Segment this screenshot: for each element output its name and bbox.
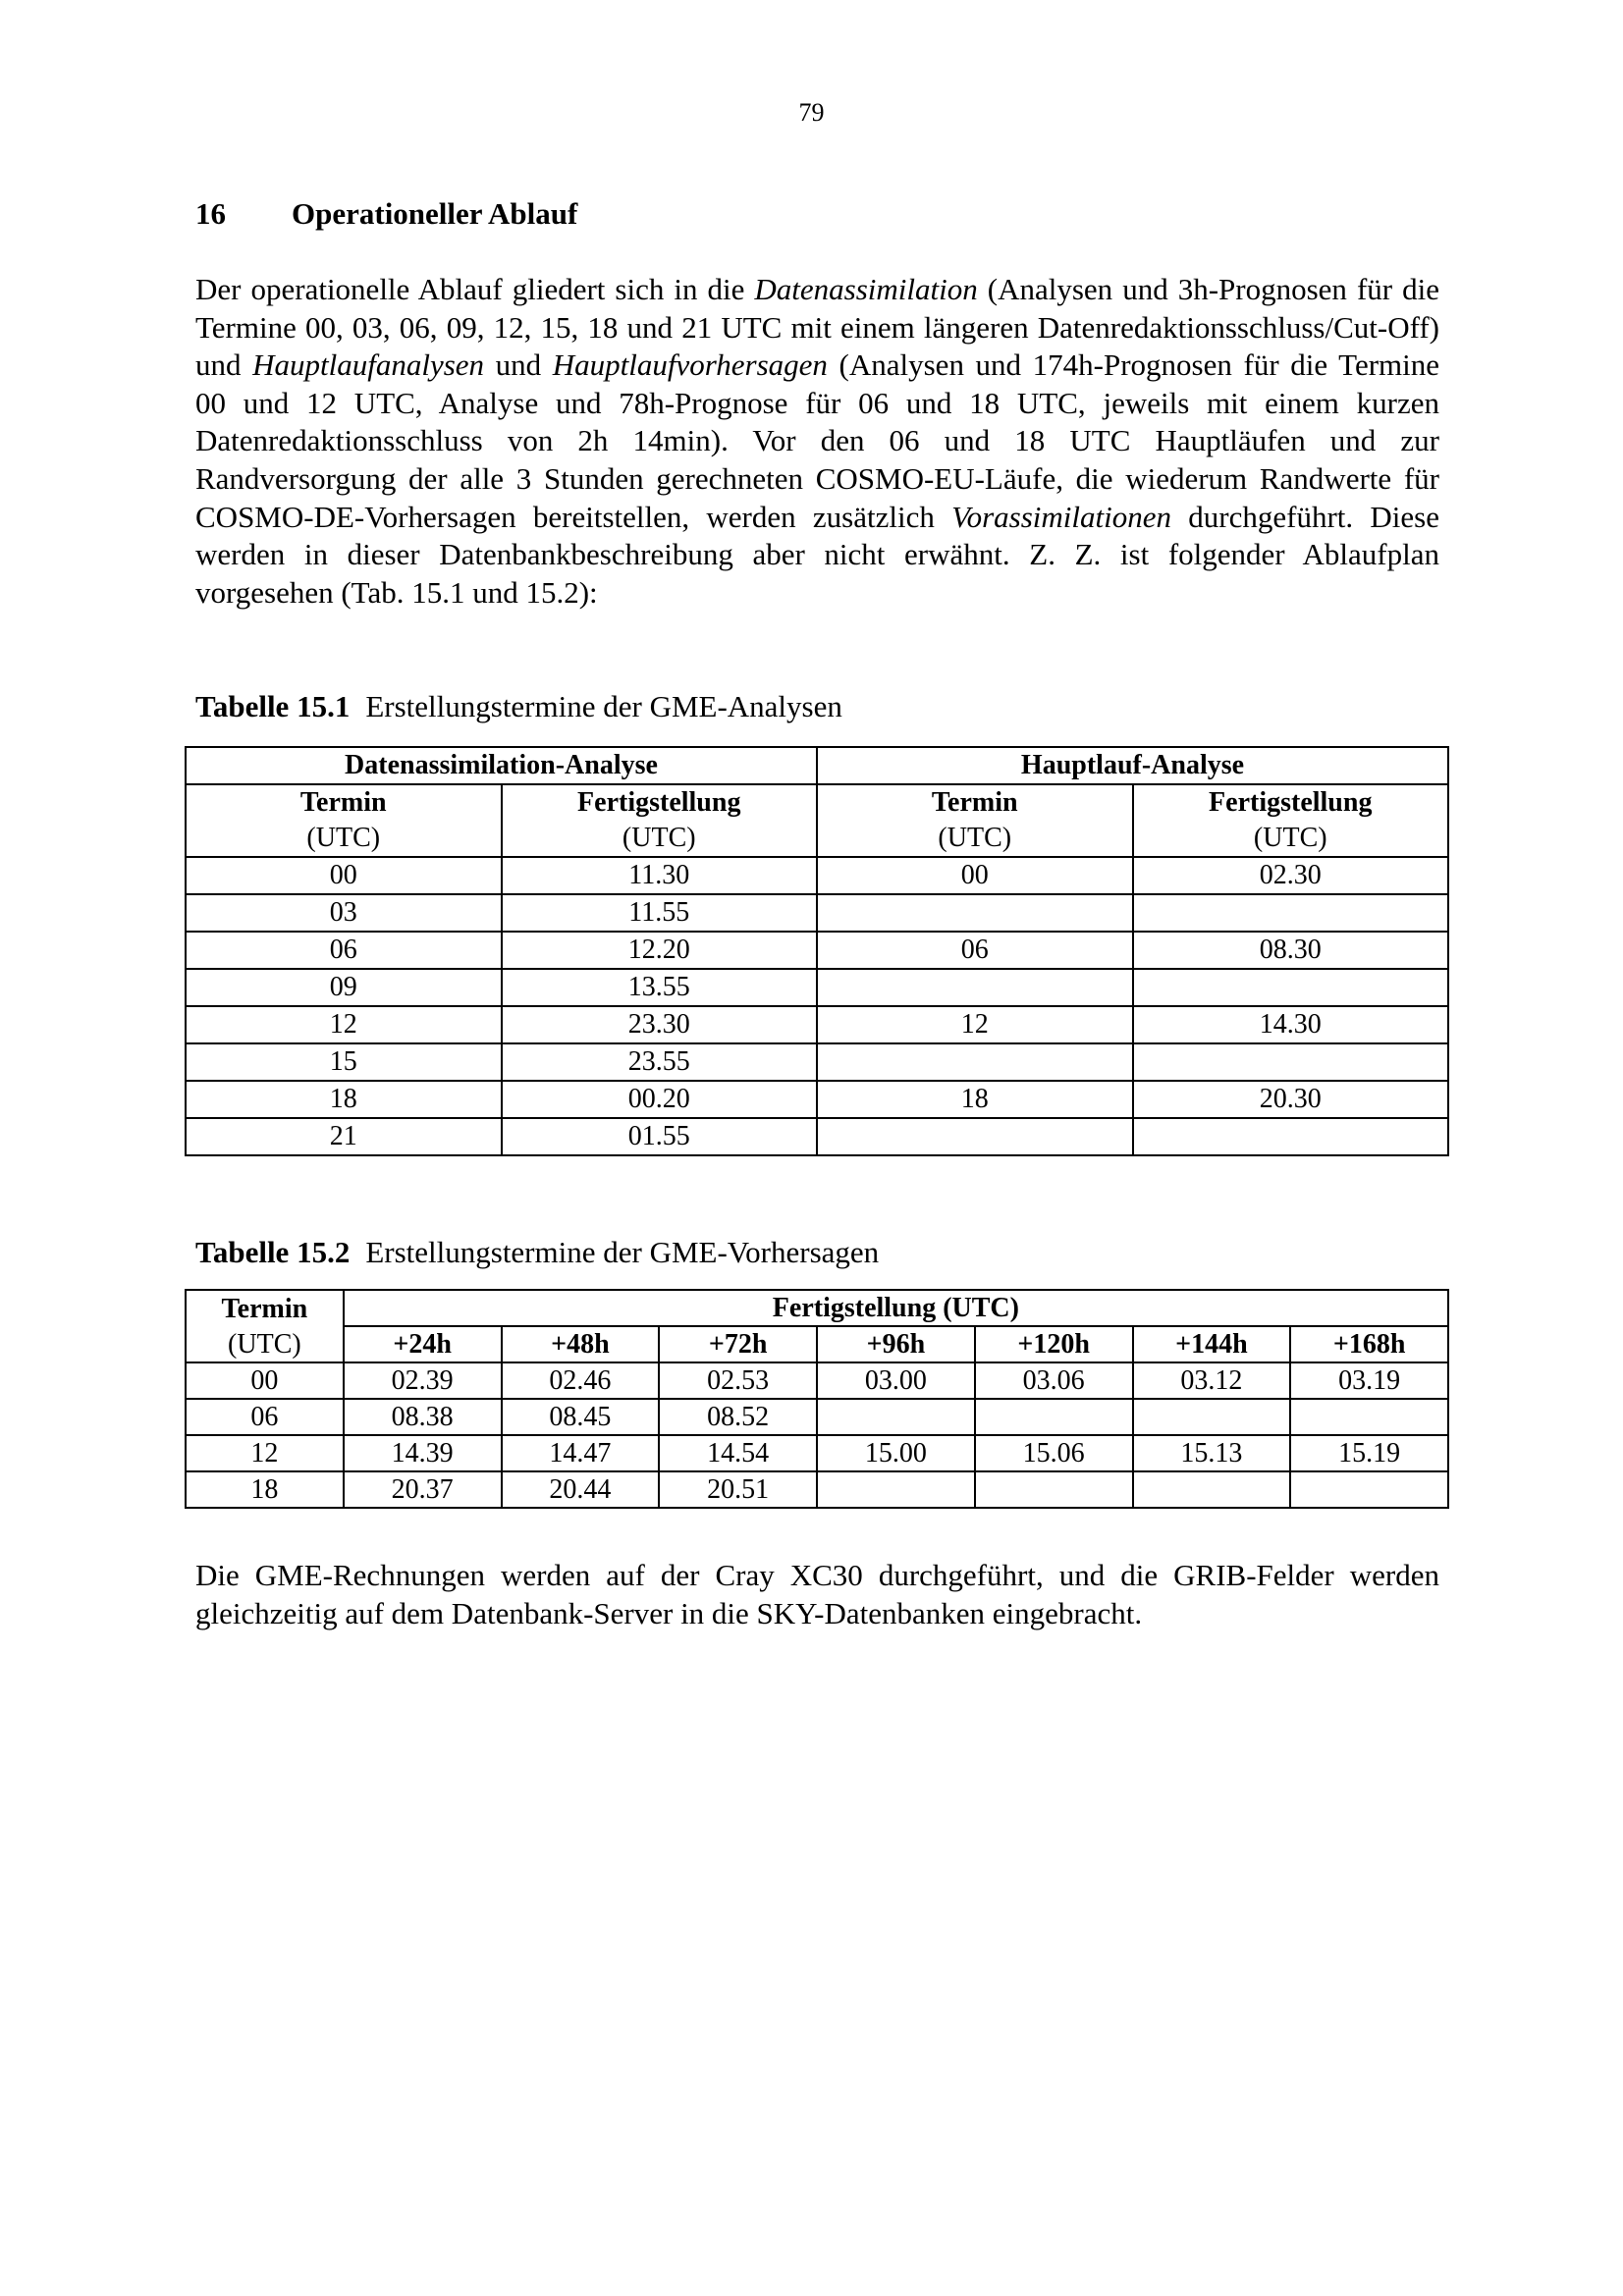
table-cell: 02.39 <box>344 1362 502 1399</box>
table-row <box>186 1081 1448 1118</box>
table-row <box>186 932 1448 969</box>
table-cell <box>817 894 1133 932</box>
intro-text-4: (Analysen und 174h-Prognosen für die Termine 00 und 12 UTC, Analyse und 78h-Prognose für 06 und 18 UTC, jeweils mit einem kurzen Datenredaktionsschluss von 2h 14min). Vor den 06 und 18 UTC Hauptläufen und zur Randversorgung der alle 3 Stunden gerechneten COSMO-EU-Läufe, die wiederum Randwerte für COSMO-DE-Vorhersagen bereitstellen, werden zusätzlich <box>195 347 1440 534</box>
table-cell: 18 <box>186 1081 502 1118</box>
table1-header-unit-row <box>186 821 1448 857</box>
table-cell: 23.30 <box>502 1006 818 1043</box>
table-cell: 09 <box>186 969 502 1006</box>
table-cell: 20.44 <box>502 1471 660 1508</box>
table-cell: 00 <box>186 857 502 894</box>
term-datenassimilation: Datenassimilation <box>754 272 978 306</box>
table-cell: 15.13 <box>1133 1435 1291 1471</box>
table-cell: 11.55 <box>502 894 818 932</box>
table-row <box>186 1362 1448 1399</box>
table1-header-fertig-1: Fertigstellung <box>502 784 818 821</box>
table2-body <box>186 1362 1448 1508</box>
section-number: 16 <box>195 196 226 231</box>
table-row <box>186 969 1448 1006</box>
table-cell: 03 <box>186 894 502 932</box>
table-cell: 15.19 <box>1290 1435 1448 1471</box>
table2-column-header: +168h <box>1290 1326 1448 1362</box>
table-cell <box>975 1399 1133 1435</box>
table-cell <box>817 969 1133 1006</box>
intro-text-2: (Analysen und 3h-Prognosen für die Termine 00, 03, 06, 09, 12, 15, 18 und 21 UTC mit einem längeren Datenredaktionsschluss/Cut-Off) und <box>195 272 1439 383</box>
table1-unit-1: (UTC) <box>186 821 502 857</box>
closing-paragraph: Die GME-Rechnungen werden auf der Cray XC30 durchgeführt, und die GRIB-Felder werden gleichzeitig auf dem Datenbank-Server in die SKY-Datenbanken eingebracht. <box>195 1558 1439 1630</box>
table-cell: 03.12 <box>1133 1362 1291 1399</box>
table-cell: 11.30 <box>502 857 818 894</box>
table1-caption <box>195 689 842 724</box>
table-cell: 14.54 <box>659 1435 817 1471</box>
page-number: 79 <box>798 98 825 127</box>
table-cell <box>1133 1043 1449 1081</box>
table2-column-header: +72h <box>659 1326 817 1362</box>
table-cell: 15.00 <box>817 1435 975 1471</box>
term-hauptlaufanalysen: Hauptlaufanalysen <box>252 347 485 383</box>
table-cell <box>1133 969 1449 1006</box>
table-cell <box>1133 1118 1449 1155</box>
table-row <box>186 894 1448 932</box>
table-cell: 20.51 <box>659 1471 817 1508</box>
table1-header-termin-1: Termin <box>186 784 502 821</box>
table-cell: 00.20 <box>502 1081 818 1118</box>
table-cell: 08.52 <box>659 1399 817 1435</box>
table2-column-header: +120h <box>975 1326 1133 1362</box>
table-cell: 20.30 <box>1133 1081 1449 1118</box>
table-analysen <box>185 746 1449 1156</box>
table1-unit-2: (UTC) <box>502 821 818 857</box>
table1-unit-4: (UTC) <box>1133 821 1449 857</box>
table2-caption-label: Tabelle 15.2 <box>195 1235 351 1269</box>
table-cell: 02.46 <box>502 1362 660 1399</box>
table-cell: 18 <box>186 1471 344 1508</box>
table-cell: 06 <box>186 932 502 969</box>
section-heading <box>195 196 577 232</box>
intro-text-1: Der operationelle Ablauf gliedert sich in die <box>195 272 755 306</box>
table-cell: 12 <box>186 1435 344 1471</box>
table-cell: 18 <box>817 1081 1133 1118</box>
term-vorassimilationen: Vorassimilationen <box>951 499 1172 534</box>
intro-text-5: durchgeführt. Diese werden in dieser Datenbankbeschreibung aber nicht erwähnt. Z. Z. ist folgender Ablaufplan vorgesehen (Tab. 15.1 und 15.2): <box>195 499 1439 610</box>
table-cell: 23.55 <box>502 1043 818 1081</box>
table-cell: 20.37 <box>344 1471 502 1508</box>
table-cell: 14.39 <box>344 1435 502 1471</box>
term-hauptlaufvorhersagen: Hauptlaufvorhersagen <box>552 347 828 383</box>
table-cell <box>975 1471 1133 1508</box>
table-cell <box>1133 1471 1291 1508</box>
table2-column-header: +96h <box>817 1326 975 1362</box>
table1-caption-label: Tabelle 15.1 <box>195 689 351 723</box>
table2-header-termin: Termin <box>186 1290 344 1326</box>
table2-column-header: +48h <box>502 1326 660 1362</box>
table1-header-termin-2: Termin <box>817 784 1133 821</box>
table1-caption-text: Erstellungstermine der GME-Analysen <box>365 689 842 723</box>
table-cell: 01.55 <box>502 1118 818 1155</box>
table-cell: 13.55 <box>502 969 818 1006</box>
table-cell: 03.00 <box>817 1362 975 1399</box>
table1-group-header-row <box>186 747 1448 784</box>
table1-unit-3: (UTC) <box>817 821 1133 857</box>
table-cell: 14.30 <box>1133 1006 1449 1043</box>
table-cell: 21 <box>186 1118 502 1155</box>
table-row <box>186 1399 1448 1435</box>
table-row <box>186 1006 1448 1043</box>
table1-body <box>186 857 1448 1155</box>
table-cell: 02.30 <box>1133 857 1449 894</box>
intro-paragraph <box>195 271 1439 612</box>
table-vorhersagen <box>185 1289 1449 1509</box>
table2-header-fertig: Fertigstellung (UTC) <box>344 1290 1448 1326</box>
table-cell: 08.45 <box>502 1399 660 1435</box>
table-row <box>186 1118 1448 1155</box>
table-cell: 12.20 <box>502 932 818 969</box>
table-cell <box>817 1118 1133 1155</box>
table-cell: 02.53 <box>659 1362 817 1399</box>
table-cell <box>817 1471 975 1508</box>
table1-group-hauptlauf: Hauptlauf-Analyse <box>817 747 1448 784</box>
table-cell: 14.47 <box>502 1435 660 1471</box>
table-cell <box>1290 1399 1448 1435</box>
table-row <box>186 1043 1448 1081</box>
table-cell: 00 <box>186 1362 344 1399</box>
table1-header-fertig-2: Fertigstellung <box>1133 784 1449 821</box>
table2-column-row <box>186 1326 1448 1362</box>
table-cell <box>817 1399 975 1435</box>
table-cell: 08.38 <box>344 1399 502 1435</box>
table-cell: 06 <box>186 1399 344 1435</box>
table1-group-datenassimilation: Datenassimilation-Analyse <box>186 747 817 784</box>
table-cell: 12 <box>817 1006 1133 1043</box>
table-cell: 03.06 <box>975 1362 1133 1399</box>
table2-header-row <box>186 1290 1448 1326</box>
table2-caption-text: Erstellungstermine der GME-Vorhersagen <box>365 1235 880 1269</box>
table2-column-header: +144h <box>1133 1326 1291 1362</box>
table-cell <box>1133 894 1449 932</box>
table-cell: 15.06 <box>975 1435 1133 1471</box>
table-cell: 03.19 <box>1290 1362 1448 1399</box>
intro-text-3: und <box>484 347 553 383</box>
table-cell: 08.30 <box>1133 932 1449 969</box>
table2-column-header: +24h <box>344 1326 502 1362</box>
table-row <box>186 857 1448 894</box>
table-cell: 00 <box>817 857 1133 894</box>
table-cell <box>1290 1471 1448 1508</box>
table-cell: 06 <box>817 932 1133 969</box>
table-cell <box>1133 1399 1291 1435</box>
table1-header-row <box>186 784 1448 821</box>
section-title: Operationeller Ablauf <box>292 196 578 231</box>
table-row <box>186 1471 1448 1508</box>
table-cell: 15 <box>186 1043 502 1081</box>
table2-caption <box>195 1235 879 1270</box>
table-cell: 12 <box>186 1006 502 1043</box>
table-cell <box>817 1043 1133 1081</box>
table-row <box>186 1435 1448 1471</box>
table2-header-unit: (UTC) <box>186 1326 344 1362</box>
